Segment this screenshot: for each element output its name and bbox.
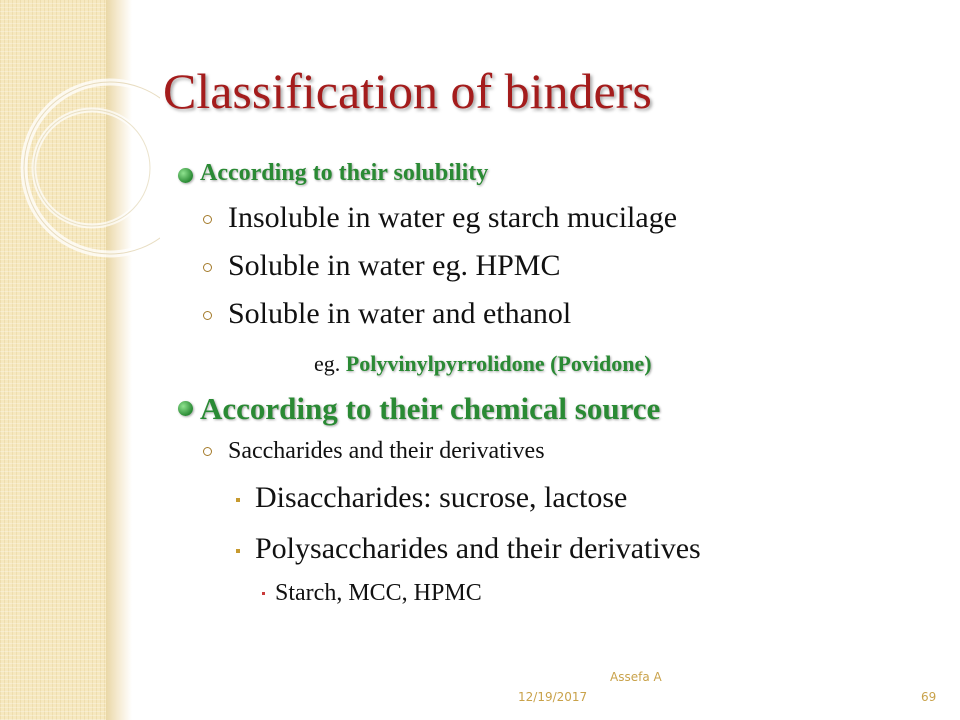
slide-title: Classification of binders <box>163 63 652 119</box>
level1-bullet-icon <box>178 401 193 416</box>
item-soluble-water-ethanol: Soluble in water and ethanol <box>228 297 572 330</box>
heading-solubility: According to their solubility <box>200 160 489 186</box>
level4-bullet-icon <box>262 592 265 595</box>
level2-bullet-icon <box>203 215 212 224</box>
item-insoluble: Insoluble in water eg starch mucilage <box>228 201 678 234</box>
item-disaccharides: Disaccharides: sucrose, lactose <box>255 481 628 514</box>
footer-date: 12/19/2017 <box>518 690 588 704</box>
level2-bullet-icon <box>203 311 212 320</box>
item-polysaccharides: Polysaccharides and their derivatives <box>255 532 701 565</box>
item-soluble-water: Soluble in water eg. HPMC <box>228 249 561 282</box>
item-saccharides: Saccharides and their derivatives <box>228 438 545 464</box>
level3-bullet-icon <box>236 498 240 502</box>
item-starch: Starch, MCC, HPMC <box>275 580 482 606</box>
level1-bullet-icon <box>178 168 193 183</box>
example-prefix: eg. <box>314 351 341 376</box>
example-povidone <box>314 351 652 377</box>
example-highlight: Polyvinylpyrrolidone (Povidone) <box>345 351 652 376</box>
decorative-rings <box>0 0 160 300</box>
heading-chemical-source: According to their chemical source <box>200 391 661 426</box>
level2-bullet-icon <box>203 263 212 272</box>
footer-author: Assefa A <box>610 670 662 684</box>
level2-bullet-icon <box>203 447 212 456</box>
level3-bullet-icon <box>236 549 240 553</box>
footer-page-number: 69 <box>921 690 937 704</box>
